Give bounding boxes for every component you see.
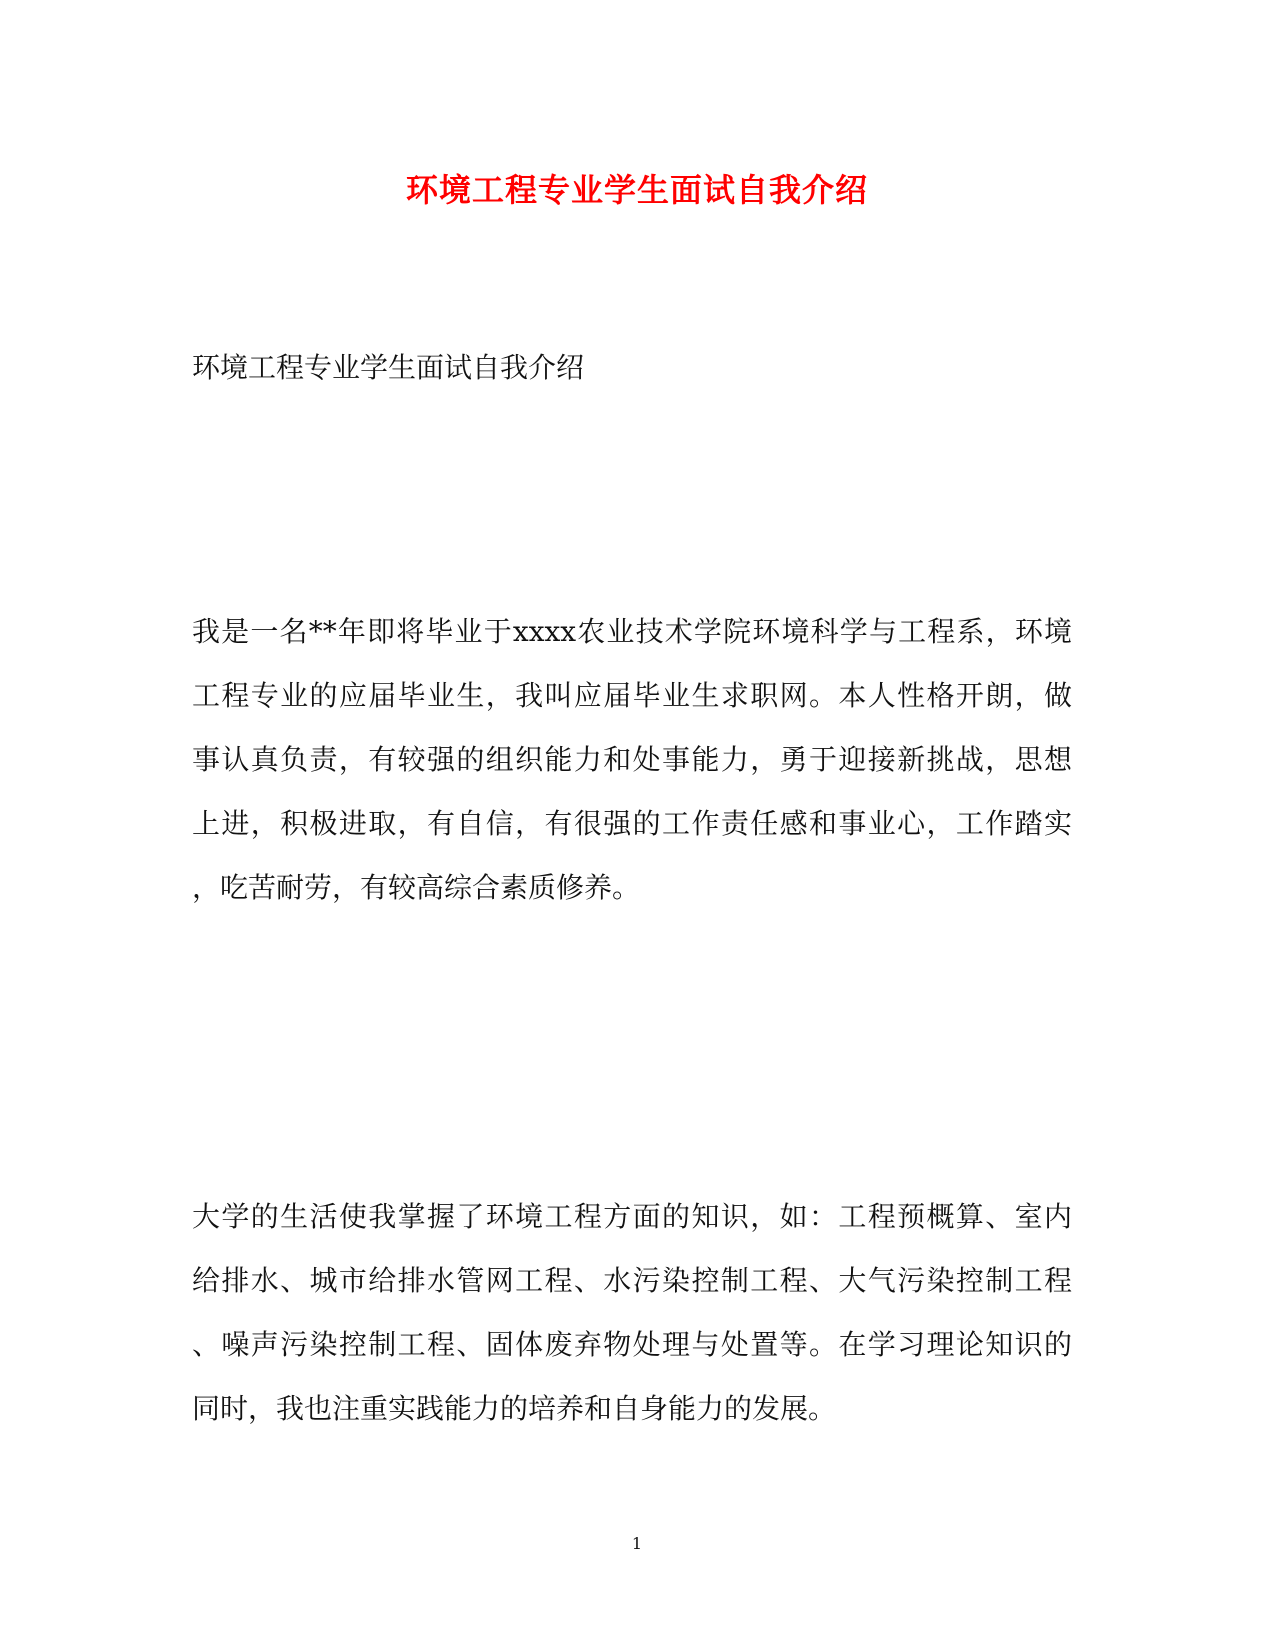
document-subtitle: 环境工程专业学生面试自我介绍 (192, 351, 585, 384)
paragraph-line: 大学的生活使我掌握了环境工程方面的知识，如：工程预概算、室内 (192, 1200, 1072, 1233)
page-number: 1 (631, 1534, 643, 1553)
paragraph-line: 、噪声污染控制工程、固体废弃物处理与处置等。在学习理论知识的 (192, 1328, 1072, 1361)
paragraph-line: 工程专业的应届毕业生，我叫应届毕业生求职网。本人性格开朗，做 (192, 679, 1072, 712)
paragraph-line: 上进，积极进取，有自信，有很强的工作责任感和事业心，工作踏实 (192, 807, 1072, 840)
paragraph-university-study (192, 1197, 1072, 1453)
paragraph-line: ，吃苦耐劳，有较高综合素质修养。 (192, 871, 641, 904)
paragraph-line: 我是一名**年即将毕业于xxxx农业技术学院环境科学与工程系，环境 (192, 615, 1072, 648)
paragraph-self-introduction (192, 612, 1072, 932)
paragraph-line: 同时，我也注重实践能力的培养和自身能力的发展。 (192, 1392, 837, 1425)
paragraph-line: 事认真负责，有较强的组织能力和处事能力，勇于迎接新挑战，思想 (192, 743, 1072, 776)
document-title: 环境工程专业学生面试自我介绍 (405, 171, 868, 209)
paragraph-line: 给排水、城市给排水管网工程、水污染控制工程、大气污染控制工程 (192, 1264, 1072, 1297)
